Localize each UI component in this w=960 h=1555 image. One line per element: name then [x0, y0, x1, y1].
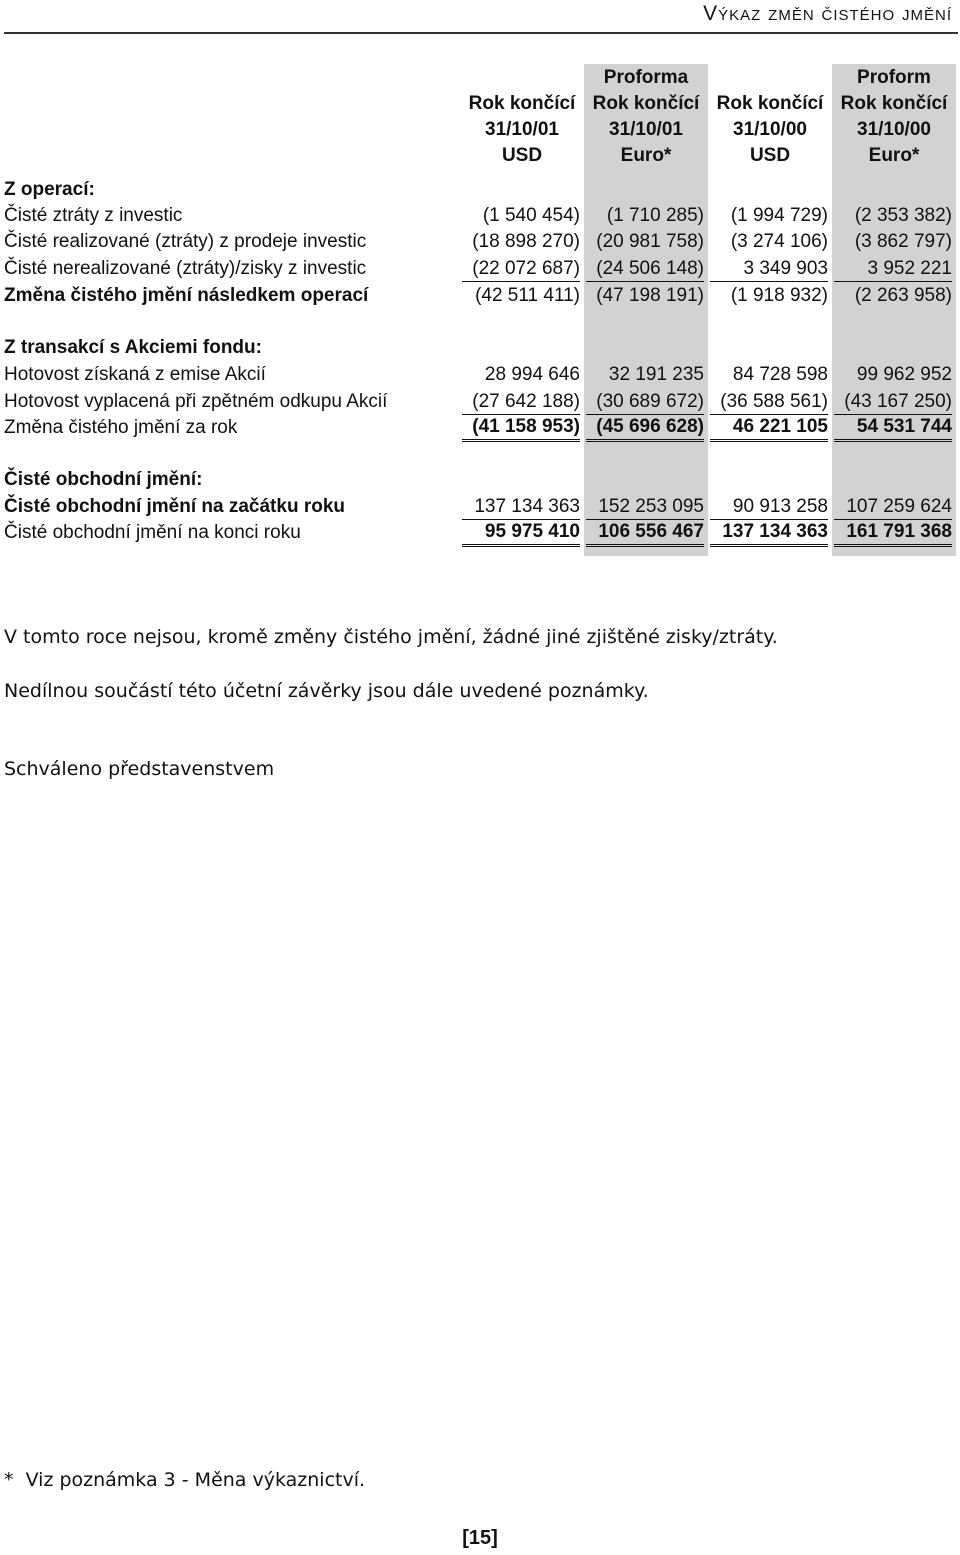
- row-label: Hotovost vyplacená při zpětném odkupu Akcií: [4, 391, 388, 412]
- title-rule: [4, 32, 958, 34]
- cell-value: (43 167 250): [834, 389, 952, 415]
- cell-value: 28 994 646: [484, 364, 580, 385]
- column-header-euro-2000: [832, 65, 956, 169]
- cell-value: (18 898 270): [472, 231, 580, 252]
- cell-value: (2 353 382): [854, 205, 952, 226]
- row-label: Čisté nerealizované (ztráty)/zisky z investic: [4, 258, 367, 279]
- section-heading: Z operací:: [4, 179, 95, 200]
- cell-value: (47 198 191): [596, 285, 704, 306]
- column-header-line: Rok končící: [592, 93, 700, 114]
- cell-value: 46 221 105: [710, 415, 828, 442]
- row-label: Čisté ztráty z investic: [4, 205, 183, 226]
- table-row: [4, 256, 956, 282]
- page-number: [15]: [462, 1527, 498, 1549]
- column-header-line: Euro*: [868, 145, 920, 166]
- column-header-usd-2001: [460, 65, 584, 169]
- cell-value: (3 862 797): [854, 231, 952, 252]
- table-row: [4, 362, 956, 388]
- cell-value: (22 072 687): [462, 256, 580, 282]
- cell-value: (1 994 729): [730, 205, 828, 226]
- cell-value: 152 253 095: [586, 494, 704, 520]
- cell-value: 106 556 467: [586, 520, 704, 547]
- column-header-line: 31/10/00: [857, 119, 931, 140]
- row-label: Změna čistého jmění následkem operací: [4, 285, 369, 306]
- cell-value: 137 134 363: [462, 494, 580, 520]
- column-header-line: Euro*: [620, 145, 672, 166]
- column-header-line: USD: [501, 145, 543, 166]
- cell-value: 161 791 368: [834, 520, 952, 547]
- cell-value: 3 349 903: [710, 256, 828, 282]
- column-header-usd-2000: [708, 65, 832, 169]
- cell-value: 54 531 744: [834, 415, 952, 442]
- column-header-line: Rok končící: [716, 93, 824, 114]
- note-integral-part: Nedílnou součástí této účetní závěrky jsou dále uvedené poznámky.: [4, 680, 649, 702]
- column-header-euro-2001: [584, 65, 708, 169]
- table-row-total: [4, 520, 956, 546]
- cell-value: (1 918 932): [730, 285, 828, 306]
- column-header-line: 31/10/01: [609, 119, 683, 140]
- column-header-line: Proforma: [603, 67, 689, 88]
- note-no-other-gains: V tomto roce nejsou, kromě změny čistého jmění, žádné jiné zjištěné zisky/ztráty.: [4, 626, 778, 648]
- table-row: [4, 494, 956, 520]
- table-row: [4, 229, 956, 255]
- cell-value: (27 642 188): [462, 389, 580, 415]
- column-header-line: [460, 65, 584, 91]
- cell-value: 84 728 598: [732, 364, 828, 385]
- cell-value: 32 191 235: [608, 364, 704, 385]
- footnote: * Viz poznámka 3 - Měna výkaznictví.: [4, 1469, 366, 1491]
- column-header-line: Rok končící: [840, 93, 948, 114]
- column-header-line: 31/10/00: [733, 119, 807, 140]
- cell-value: 107 259 624: [834, 494, 952, 520]
- table-row-total: [4, 283, 956, 309]
- cell-value: (30 689 672): [586, 389, 704, 415]
- cell-value: (45 696 628): [586, 415, 704, 442]
- column-header-line: Proform: [857, 67, 931, 88]
- row-label: Čisté realizované (ztráty) z prodeje investic: [4, 231, 367, 252]
- section-heading: Čisté obchodní jmění:: [4, 469, 203, 490]
- section-heading-operations: [4, 177, 956, 203]
- cell-value: (24 506 148): [586, 256, 704, 282]
- cell-value: (2 263 958): [854, 285, 952, 306]
- row-label: Změna čistého jmění za rok: [4, 417, 238, 438]
- table-row: [4, 389, 956, 415]
- table-row: [4, 203, 956, 229]
- row-label: Hotovost získaná z emise Akcií: [4, 364, 266, 385]
- section-heading: Z transakcí s Akciemi fondu:: [4, 337, 262, 358]
- cell-value: 137 134 363: [710, 520, 828, 547]
- cell-value: (41 158 953): [462, 415, 580, 442]
- column-header-line: 31/10/01: [485, 119, 559, 140]
- page-title: Výkaz změn čistého jmění: [703, 2, 952, 25]
- cell-value: (1 710 285): [606, 205, 704, 226]
- column-header-line: USD: [749, 145, 791, 166]
- column-header-line: [708, 65, 832, 91]
- cell-value: (20 981 758): [596, 231, 704, 252]
- cell-value: 90 913 258: [710, 494, 828, 520]
- cell-value: (3 274 106): [730, 231, 828, 252]
- section-heading-shares: [4, 335, 956, 361]
- cell-value: 3 952 221: [834, 256, 952, 282]
- row-label: Čisté obchodní jmění na konci roku: [4, 522, 301, 543]
- cell-value: (42 511 411): [475, 285, 580, 306]
- cell-value: 95 975 410: [462, 520, 580, 547]
- cell-value: (1 540 454): [482, 205, 580, 226]
- row-label: Čisté obchodní jmění na začátku roku: [4, 496, 346, 517]
- table-row-total: [4, 415, 956, 441]
- approval-line: Schváleno představenstvem: [4, 758, 275, 780]
- cell-value: 99 962 952: [856, 364, 952, 385]
- section-heading-net-assets: [4, 467, 956, 493]
- cell-value: (36 588 561): [710, 389, 828, 415]
- column-header-line: Rok končící: [468, 93, 576, 114]
